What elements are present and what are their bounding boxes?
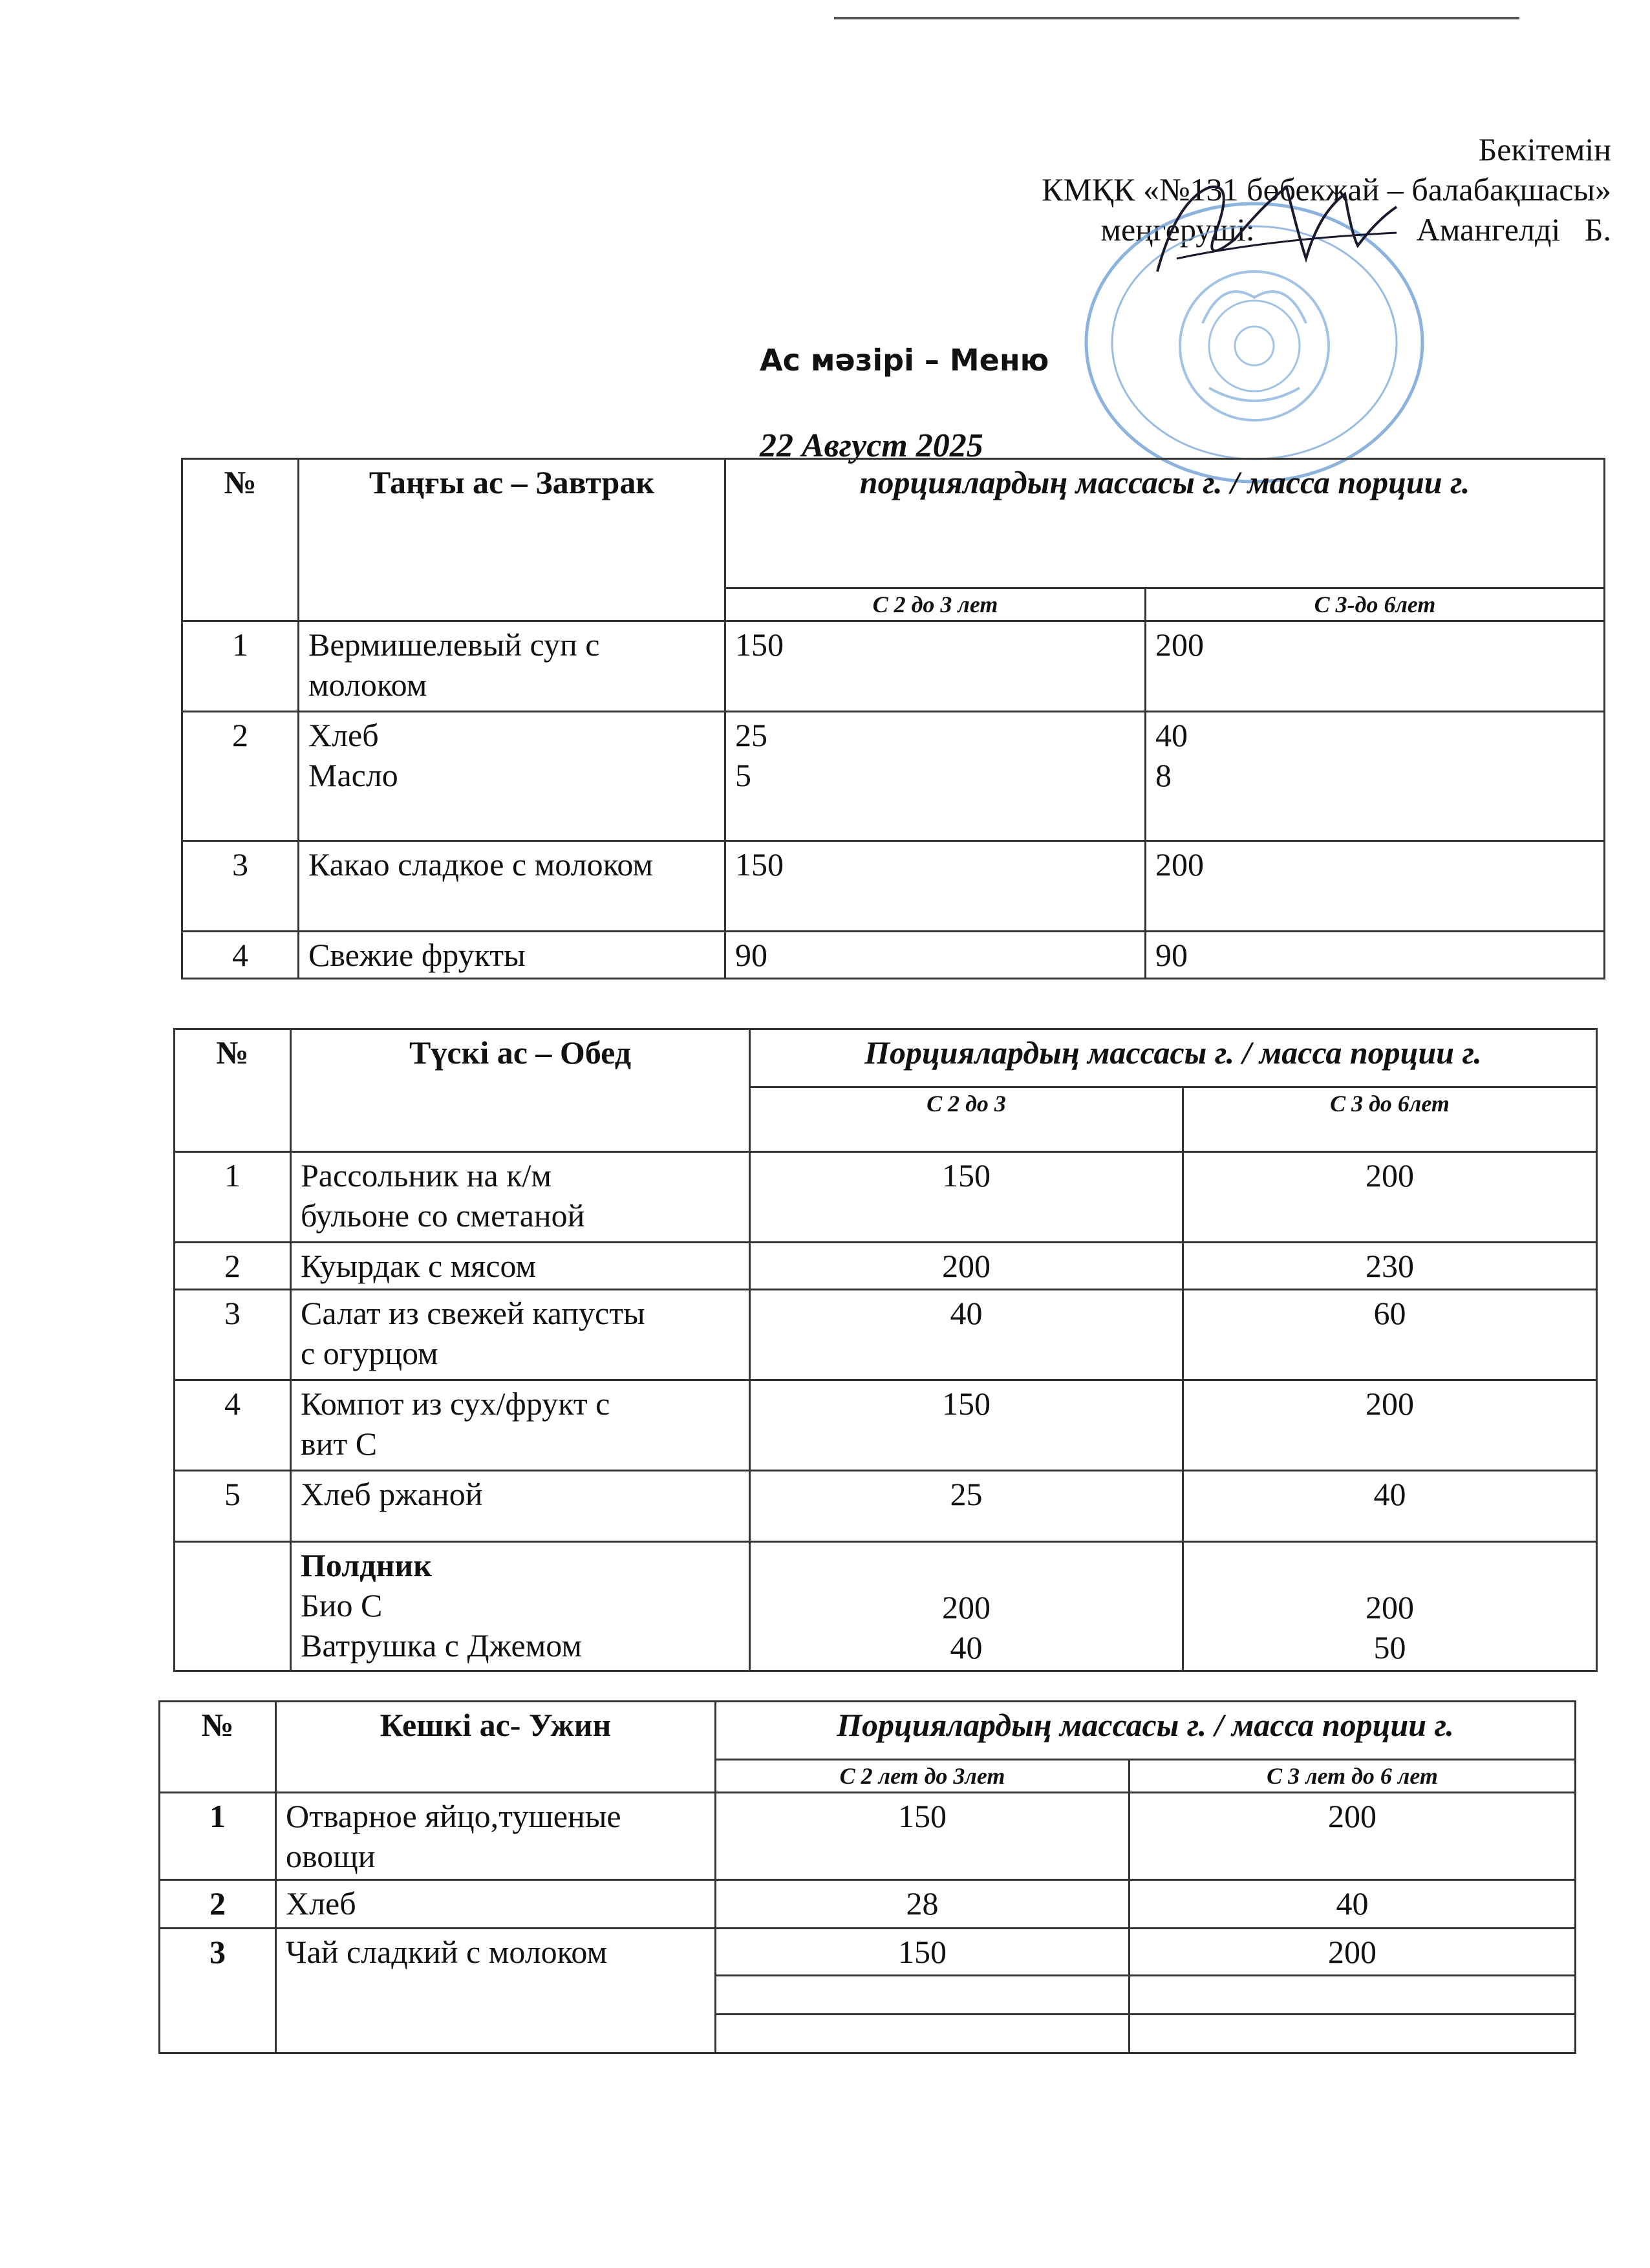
- portion-2-3: 150: [750, 1152, 1183, 1243]
- table-row: [175, 1243, 1597, 1290]
- dish-name: [276, 1793, 716, 1880]
- meal-header: Түскі ас – Обед: [291, 1029, 750, 1152]
- meal-header: Кешкі ас- Ужин: [276, 1702, 716, 1793]
- col-number-header: №: [182, 459, 299, 621]
- portion-2-3: [725, 712, 1146, 841]
- portion-3-6: 200: [1146, 841, 1605, 932]
- empty-cell: [1130, 2015, 1576, 2053]
- portion-2-3: 150: [716, 1929, 1130, 1976]
- portion-value: 8: [1155, 757, 1172, 793]
- dish-item: Масло: [308, 757, 398, 793]
- portion-2-3: 25: [750, 1471, 1183, 1542]
- portion-3-6: 90: [1146, 932, 1605, 979]
- snack-cell: [291, 1542, 750, 1671]
- dish-name: Куырдак с мясом: [291, 1243, 750, 1290]
- row-number: 2: [182, 712, 299, 841]
- handwritten-signature: [1138, 162, 1409, 291]
- age-group-2: С 3 до 6лет: [1183, 1087, 1597, 1152]
- menu-date: 22 Август 2025: [760, 427, 983, 464]
- row-number: 1: [160, 1793, 276, 1880]
- portion-3-6: 230: [1183, 1243, 1597, 1290]
- row-number: 2: [175, 1243, 291, 1290]
- dish-line: Рассольник на к/м: [301, 1157, 552, 1193]
- table-row: [160, 1793, 1576, 1880]
- empty-cell: [716, 2015, 1130, 2053]
- row-number: 4: [182, 932, 299, 979]
- table-row: [175, 1471, 1597, 1542]
- portion-3-6: 200: [1183, 1380, 1597, 1471]
- row-number: 4: [175, 1380, 291, 1471]
- portion-3-6: 200: [1183, 1152, 1597, 1243]
- dish-line: вит С: [301, 1426, 378, 1462]
- lunch-header-row: [175, 1029, 1597, 1087]
- snack-item: Био С: [301, 1587, 383, 1623]
- table-row: [182, 932, 1605, 979]
- table-row: [175, 1152, 1597, 1243]
- portion-value: 50: [1373, 1629, 1406, 1665]
- portion-3-6: [1146, 712, 1605, 841]
- page-title: Ас мәзірі – Меню: [760, 343, 1049, 378]
- dish-name: [291, 1152, 750, 1243]
- portion-2-3: 40: [750, 1290, 1183, 1380]
- row-number: 1: [182, 621, 299, 712]
- portion-3-6: 200: [1130, 1793, 1576, 1880]
- dish-name: [291, 1380, 750, 1471]
- portion-value: 40: [950, 1629, 983, 1665]
- dish-line: Компот из сух/фрукт с: [301, 1385, 610, 1422]
- breakfast-header-row: [182, 459, 1605, 588]
- approval-name: Амангелді: [1416, 211, 1561, 248]
- portion-2-3: 200: [750, 1243, 1183, 1290]
- age-group-1: С 2 до 3: [750, 1087, 1183, 1152]
- empty-cell: [1130, 1976, 1576, 2015]
- portion-3-6: [1183, 1542, 1597, 1671]
- row-number: 3: [175, 1290, 291, 1380]
- row-number: 3: [160, 1929, 276, 2053]
- dish-item: Хлеб: [308, 717, 379, 753]
- age-group-2: С 3-до 6лет: [1146, 588, 1605, 621]
- portion-3-6: 200: [1130, 1929, 1576, 1976]
- portion-2-3: 28: [716, 1880, 1130, 1929]
- lunch-table: [173, 1028, 1598, 1672]
- portion-value: 200: [942, 1589, 991, 1625]
- dish-name: Вермишелевый суп с молоком: [299, 621, 725, 712]
- empty-cell: [716, 1976, 1130, 2015]
- dish-line: бульоне со сметаной: [301, 1197, 585, 1234]
- age-group-2: С 3 лет до 6 лет: [1130, 1760, 1576, 1793]
- approval-initial: Б.: [1584, 211, 1611, 248]
- dish-name: Какао сладкое с молоком: [299, 841, 725, 932]
- dish-name: Хлеб ржаной: [291, 1471, 750, 1542]
- table-row: [182, 621, 1605, 712]
- portion-2-3: 150: [725, 621, 1146, 712]
- age-group-1: С 2 до 3 лет: [725, 588, 1146, 621]
- dish-name: [291, 1290, 750, 1380]
- col-number-header: №: [160, 1702, 276, 1793]
- snack-row: [175, 1542, 1597, 1671]
- row-number: 1: [175, 1152, 291, 1243]
- portion-2-3: [750, 1542, 1183, 1671]
- portion-3-6: 60: [1183, 1290, 1597, 1380]
- dish-line: Отварное яйцо,тушеные: [286, 1798, 621, 1834]
- portion-2-3: 150: [750, 1380, 1183, 1471]
- table-row: [182, 712, 1605, 841]
- age-group-1: С 2 лет до 3лет: [716, 1760, 1130, 1793]
- dish-name: [299, 712, 725, 841]
- portion-value: 5: [735, 757, 751, 793]
- approval-line-1: Бекітемін: [1478, 131, 1611, 167]
- dish-line: Салат из свежей капусты: [301, 1295, 645, 1331]
- snack-item: Ватрушка с Джемом: [301, 1627, 582, 1664]
- approval-role: меңгеруші:: [1100, 211, 1255, 248]
- row-number: 3: [182, 841, 299, 932]
- row-number: 5: [175, 1471, 291, 1542]
- table-row: [182, 841, 1605, 932]
- mass-header: Порциялардың массасы г. / масса порции г.: [716, 1702, 1576, 1760]
- col-number-header: №: [175, 1029, 291, 1152]
- portion-value: 25: [735, 717, 767, 753]
- approval-line-2: КМҚК «№131 бөбекжай – балабақшасы»: [1041, 171, 1611, 208]
- dish-name: Хлеб: [276, 1880, 716, 1929]
- table-row: [160, 1880, 1576, 1929]
- portion-3-6: 40: [1183, 1471, 1597, 1542]
- portion-2-3: 90: [725, 932, 1146, 979]
- table-row: [175, 1380, 1597, 1471]
- table-row: [175, 1290, 1597, 1380]
- mass-header: Порциялардың массасы г. / масса порции г.: [750, 1029, 1597, 1087]
- row-number-empty: [175, 1542, 291, 1671]
- meal-header: Таңғы ас – Завтрак: [299, 459, 725, 621]
- dish-name: Чай сладкий с молоком: [276, 1929, 716, 2053]
- snack-title: Полдник: [301, 1547, 433, 1583]
- dish-line: овощи: [286, 1838, 376, 1874]
- portion-3-6: 200: [1146, 621, 1605, 712]
- mass-header: порциялардың массасы г. / масса порции г.: [725, 459, 1605, 588]
- portion-3-6: 40: [1130, 1880, 1576, 1929]
- portion-2-3: 150: [716, 1793, 1130, 1880]
- dinner-table: [158, 1700, 1576, 2054]
- table-row: [160, 1929, 1576, 1976]
- portion-value: 200: [1366, 1589, 1414, 1625]
- dish-line: с огурцом: [301, 1335, 438, 1371]
- dinner-header-row: [160, 1702, 1576, 1760]
- row-number: 2: [160, 1880, 276, 1929]
- portion-2-3: 150: [725, 841, 1146, 932]
- scan-top-edge: [834, 17, 1519, 19]
- dish-name: Свежие фрукты: [299, 932, 725, 979]
- portion-value: 40: [1155, 717, 1188, 753]
- breakfast-table: [181, 458, 1605, 979]
